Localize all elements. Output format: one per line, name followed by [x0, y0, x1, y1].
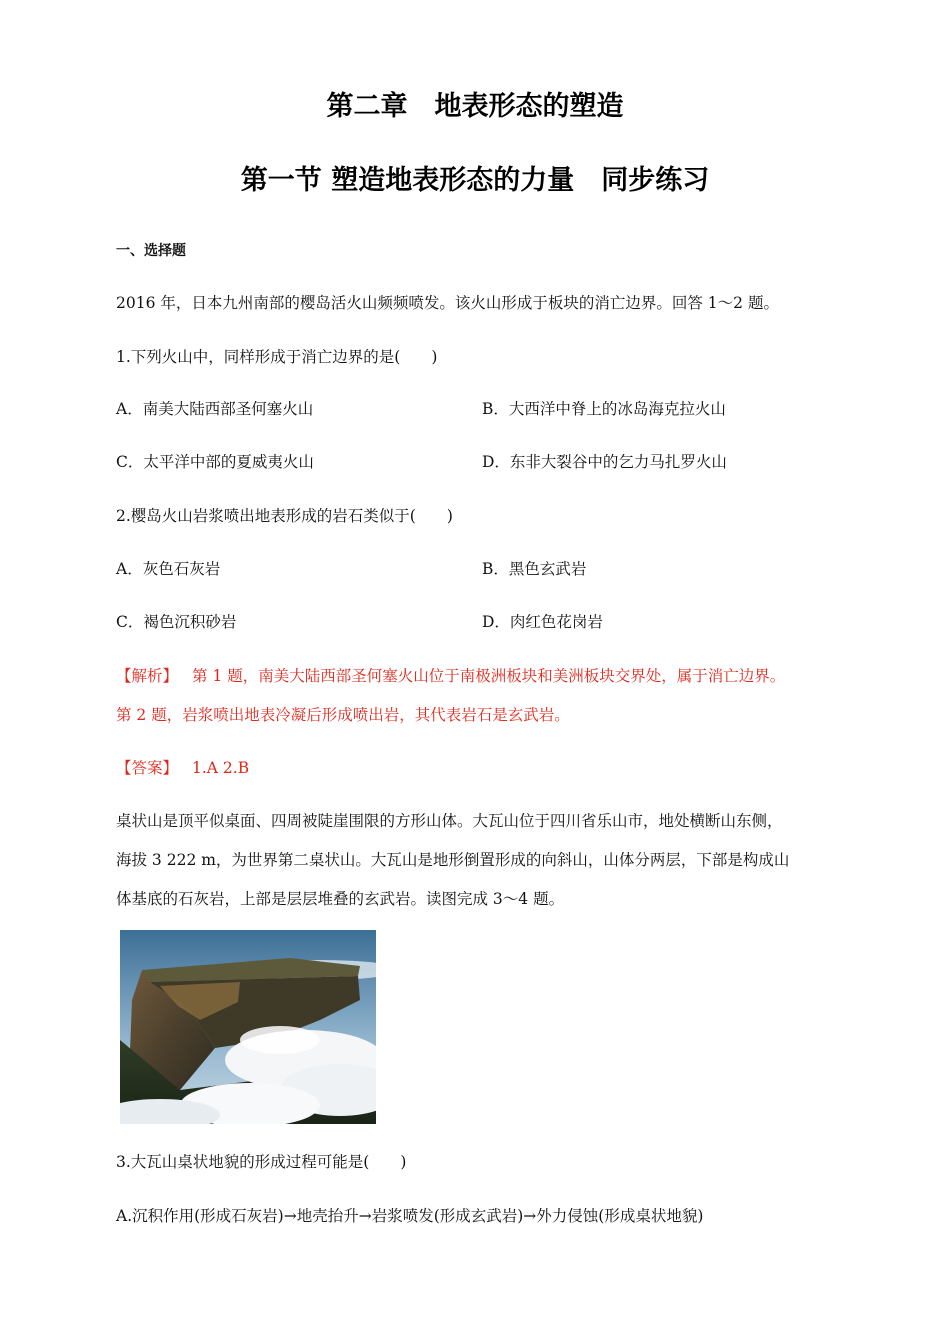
question-1-option-c: C．太平洋中部的夏威夷火山	[116, 453, 314, 471]
passage-2-line-1: 桌状山是顶平似桌面、四周被陡崖围限的方形山体。大瓦山位于四川省乐山市，地处横断山东侧，	[116, 812, 783, 830]
chapter-title: 第二章 地表形态的塑造	[326, 91, 624, 122]
question-3-stem: 3.大瓦山桌状地貌的形成过程可能是( )	[116, 1153, 407, 1171]
question-2-stem: 2.樱岛火山岩浆喷出地表形成的岩石类似于( )	[116, 507, 453, 525]
passage-1: 2016 年，日本九州南部的樱岛活火山频频喷发。该火山形成于板块的消亡边界。回答 1～2 题。	[116, 294, 779, 312]
question-3-option-a: A.沉积作用(形成石灰岩)→地壳抬升→岩浆喷发(形成玄武岩)→外力侵蚀(形成桌状地貌)	[116, 1207, 704, 1225]
answer-tag: 【答案】	[116, 759, 179, 777]
question-2-option-c: C．褐色沉积砂岩	[116, 613, 237, 631]
analysis-line-1	[116, 665, 785, 687]
question-1-stem: 1.下列火山中，同样形成于消亡边界的是( )	[116, 348, 438, 366]
question-1-option-d: D．东非大裂谷中的乞力马扎罗火山	[482, 453, 727, 471]
question-1-option-a: A．南美大陆西部圣何塞火山	[116, 400, 314, 418]
section-heading: 一、选择题	[116, 243, 186, 259]
question-2-option-b: B．黑色玄武岩	[482, 560, 587, 578]
analysis-line-2: 第 2 题，岩浆喷出地表冷凝后形成喷出岩，其代表岩石是玄武岩。	[116, 706, 570, 724]
analysis-text-1: 第 1 题，南美大陆西部圣何塞火山位于南极洲板块和美洲板块交界处，属于消亡边界。	[192, 667, 786, 685]
question-1-option-b: B．大西洋中脊上的冰岛海克拉火山	[482, 400, 726, 418]
section-title: 第一节 塑造地表形态的力量 同步练习	[240, 165, 710, 196]
table-mountain-photo	[120, 930, 376, 1124]
question-2-option-d: D．肉红色花岗岩	[482, 613, 603, 631]
answer-line	[116, 757, 249, 779]
passage-2-line-2: 海拔 3 222 m，为世界第二桌状山。大瓦山是地形倒置形成的向斜山，山体分两层，下部是构成山	[116, 851, 790, 869]
passage-2-line-3: 体基底的石灰岩，上部是层层堆叠的玄武岩。读图完成 3～4 题。	[116, 890, 565, 908]
analysis-tag: 【解析】	[116, 667, 179, 685]
answer-text: 1.A 2.B	[192, 759, 250, 777]
question-2-option-a: A．灰色石灰岩	[116, 560, 221, 578]
